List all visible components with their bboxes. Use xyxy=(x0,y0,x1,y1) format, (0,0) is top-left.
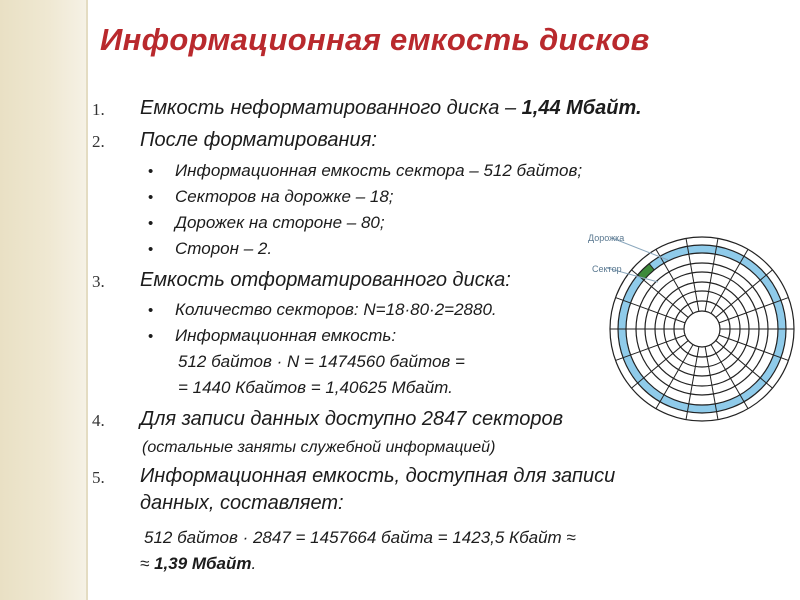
bullet-item: Секторов на дорожке – 18; xyxy=(175,187,394,206)
sector-divider xyxy=(656,249,693,313)
bullet-marker: • xyxy=(148,328,154,345)
disk-diagram xyxy=(582,226,800,436)
item-number: 3. xyxy=(92,272,105,291)
sector-divider xyxy=(656,345,693,409)
slide-title: Информационная емкость дисков xyxy=(100,22,650,57)
bullet-marker: • xyxy=(148,189,154,206)
highlighted-sector xyxy=(638,264,655,280)
item-2: После форматирования: xyxy=(140,129,377,151)
formula-result: ≈ 1,39 Мбайт. xyxy=(140,554,257,573)
sector-label: Сектор xyxy=(592,264,622,274)
formula-line: = 1440 Кбайтов = 1,40625 Мбайт. xyxy=(178,378,453,397)
item-3: Емкость отформатированного диска: xyxy=(140,269,511,291)
item-4: Для записи данных доступно 2847 секторов xyxy=(140,408,564,430)
bullet-item: Сторон – 2. xyxy=(175,239,273,258)
bullet-marker: • xyxy=(148,241,154,258)
formula-line: 512 байтов · 2847 = 1457664 байта = 1423,5 Кбайт ≈ xyxy=(144,528,576,547)
item-note: (остальные заняты служебной информацией) xyxy=(142,439,496,456)
item-text: Емкость неформатированного диска – xyxy=(140,97,522,119)
sector-divider xyxy=(711,345,748,409)
bullet-marker: • xyxy=(148,215,154,232)
bullet-marker: • xyxy=(148,163,154,180)
bullet-item: Дорожек на стороне – 80; xyxy=(175,213,385,232)
bullet-item: Информационная емкость сектора – 512 байтов; xyxy=(175,161,583,180)
item-number: 2. xyxy=(92,132,105,151)
item-number: 4. xyxy=(92,411,105,430)
item-1 xyxy=(140,97,642,120)
disk-ring xyxy=(684,311,720,347)
result-value: 1,39 Мбайт xyxy=(154,554,252,573)
bullet-item: Количество секторов: N=18·80·2=2880. xyxy=(175,300,497,319)
item-5: Информационная емкость, доступная для записи xyxy=(140,465,616,487)
track-label: Дорожка xyxy=(588,233,625,243)
item-5-continued: данных, составляет: xyxy=(140,492,344,514)
item-number: 5. xyxy=(92,468,105,487)
item-number: 1. xyxy=(92,100,105,119)
item-value: 1,44 Мбайт. xyxy=(521,97,642,119)
disk-sector-lines xyxy=(610,238,794,419)
bullet-item: Информационная емкость: xyxy=(175,326,397,345)
formula-line: 512 байтов · N = 1474560 байтов = xyxy=(178,352,465,371)
bullet-marker: • xyxy=(148,302,154,319)
sector-divider xyxy=(711,249,748,313)
